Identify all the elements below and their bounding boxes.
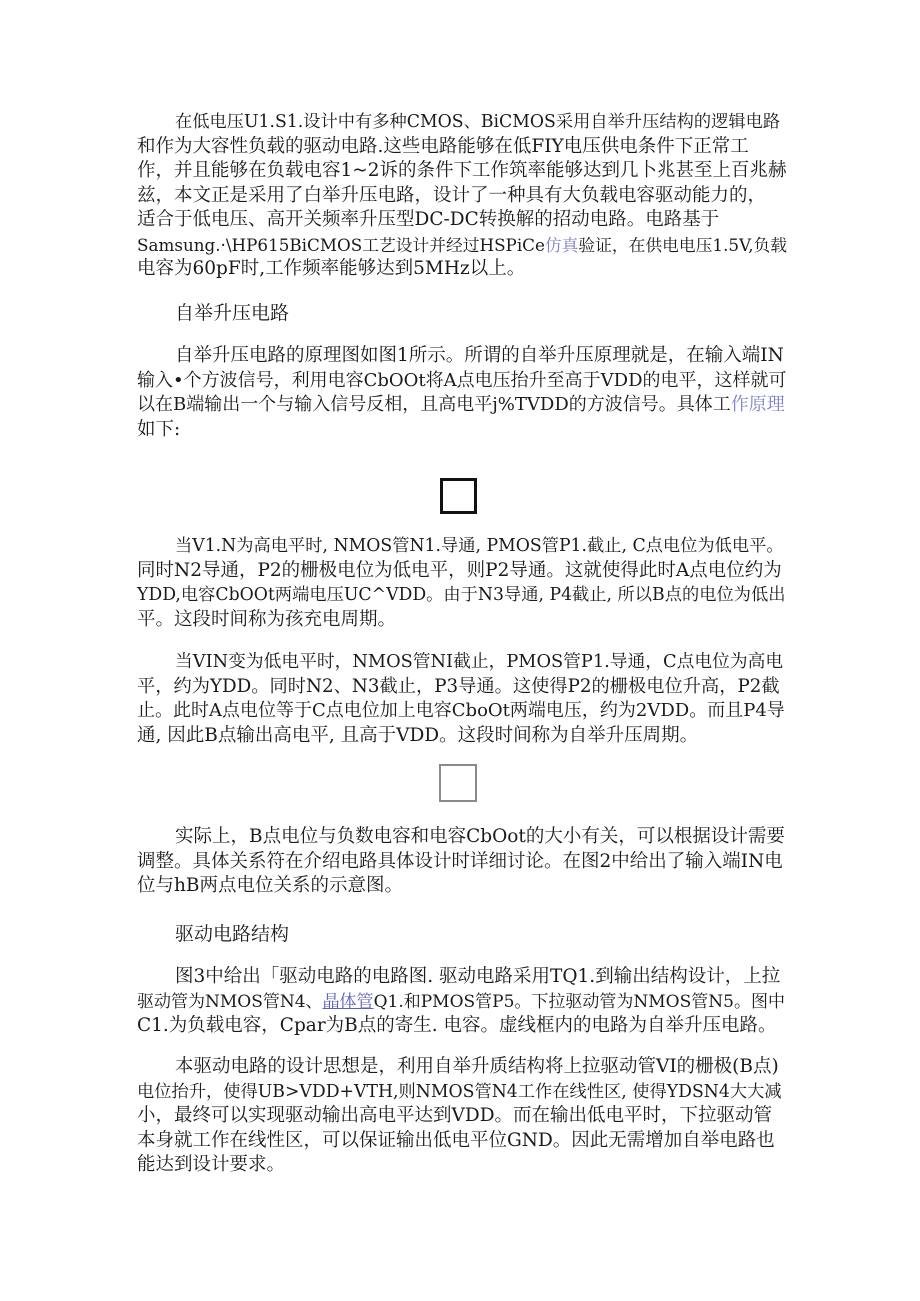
- text-line: 图3中给出「驱动电路的电路图. 驱动电路采用TQ1.到输出结构设计，上拉: [175, 966, 781, 987]
- paragraph-b-point-voltage: [137, 825, 787, 899]
- text-line: 兹，本文正是采用了白举升压电路，设计了一种具有大负载电容驱动能力的，: [137, 184, 767, 206]
- text-line: C1.为负载电容，Cpar为B点的寄生. 电容。虚线框内的电路为自举升压电路。: [137, 1015, 777, 1036]
- text-line: 电容为60pF时,工作频率能够达到5MHz以上。: [137, 258, 526, 279]
- text-line: 如下:: [137, 418, 181, 440]
- paragraph-intro: [137, 110, 787, 282]
- paragraph-high-input: [137, 534, 787, 632]
- figure-1-placeholder-image: [440, 478, 477, 514]
- text-line: 止。此时A点电位等于C点电位加上电容CboOt两端电压，约为2VDD。而且P4导: [137, 700, 785, 721]
- text-line: 本身就工作在线性区，可以保证输出低电平位GND。因此无需增加自举电路也: [137, 1129, 775, 1151]
- text-segment: Q1.和PMOS管P5。下拉驱动管为NMOS管N5。图中: [373, 991, 785, 1012]
- link-transistor[interactable]: 晶体管: [322, 991, 374, 1012]
- text-line: 通, 因此B点输出高电平, 且高于VDD。这段时间称为自举升压周期。: [137, 724, 699, 746]
- link-simulation[interactable]: 仿真: [544, 234, 579, 255]
- paragraph-low-input: [137, 650, 787, 748]
- text-line: 实际上，B点电位与负数电容和电容CbOot的大小有关，可以根据设计需要: [175, 826, 785, 847]
- text-segment: Samsung.·\HP615BiCMOS工艺设计并经过HSPiCe: [137, 234, 545, 255]
- text-line: 作，并且能够在负载电容1~2诉的条件下工作筑率能够达到几卜兆甚至上百兆赫: [137, 160, 787, 181]
- text-line: 同时N2导通，P2的栅极电位为低电平，则P2导通。这就使得此时A点电位约为: [137, 559, 782, 581]
- text-line: 电位抬升，使得UB>VDD+VTH,则NMOS管N4工作在线性区, 使得YDSN4大大减: [137, 1081, 782, 1102]
- figure-2-placeholder-image: [439, 764, 477, 802]
- link-working-principle[interactable]: 作原理: [730, 394, 785, 415]
- text-line: [137, 393, 787, 418]
- text-line: 小，最终可以实现驱动输出高电平达到VDD。而在输出低电平时，下拉驱动管: [137, 1105, 773, 1126]
- text-line: 平，约为YDD。同时N2、N3截止，P3导通。这使得P2的栅极电位升高，P2截: [137, 675, 780, 697]
- text-line: 本驱动电路的设计思想是，利用自举升质结构将上拉驱动管VI的栅极(B点): [175, 1056, 779, 1077]
- text-line: 适合于低电压、高开关频率升压型DC-DC转换解的招动电路。电路基于: [137, 209, 720, 230]
- paragraph-bootstrap-principle: [137, 344, 787, 442]
- section-heading-bootstrap: 自举升压电路: [175, 302, 290, 324]
- text-segment: 驱动管为NMOS管N4、: [137, 991, 323, 1012]
- text-line: 当VIN变为低电平时，NMOS管NI截止，PMOS管P1.导通，C点电位为高电: [175, 652, 784, 672]
- paragraph-driver-circuit: [137, 965, 787, 1039]
- text-line: [137, 233, 787, 258]
- paragraph-design-idea: [137, 1055, 787, 1178]
- text-line: 能达到设计要求。: [137, 1154, 286, 1175]
- text-line: YDD,电容CbOOt两端电压UC^VDD。由于N3导通, P4截止, 所以B点的电位为低出: [137, 585, 786, 605]
- section-heading-driver-structure: 驱动电路结构: [175, 923, 290, 945]
- text-line: 和作为大容性负载的驱动电路.这些电路能够在低FIY电压供电条件下正常工: [137, 135, 749, 157]
- text-segment: 验证，在供电电压1.5V,负载: [578, 234, 788, 255]
- text-line: [137, 990, 787, 1015]
- text-line: 位与hB两点电位关系的示意图。: [137, 875, 404, 896]
- text-line: 在低电压U1.S1.设计中有多种CMOS、BiCMOS采用自举升压结构的逻辑电路: [175, 112, 781, 132]
- text-segment: 以在B端输出一个与输入信号反相，且高电平j%TVDD的方波信号。具体工: [137, 394, 731, 415]
- text-line: 输入•个方波信号，利用电容CbOOt将A点电压抬升至高于VDD的电平，这样就可: [137, 369, 787, 391]
- text-line: 自举升压电路的原理图如图1所示。所谓的自举升压原理就是，在输入端IN: [175, 345, 784, 366]
- text-line: 调整。具体关系符在介绍电路具体设计时详细讨论。在图2中给出了输入端IN电: [137, 850, 783, 872]
- text-line: 平。这段时间称为孩充电周期。: [137, 608, 397, 630]
- text-line: 当V1.N为高电平时, NMOS管N1.导通, PMOS管P1.截止, C点电位为低电平。: [175, 536, 784, 556]
